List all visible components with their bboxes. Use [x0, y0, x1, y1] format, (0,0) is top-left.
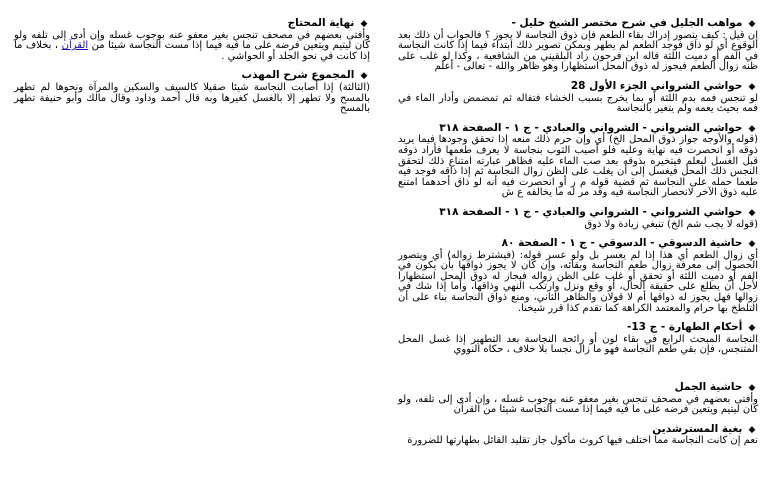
- section-body: وأفتى بعضهم في مصحف تنجس بغير معفو عنه بوجوب غسله ، وإن أدى إلى تلفه، ولو كان ليتيم ويتعين فرضه على ما فيه فيما إذا مست النجاسة شيئا من القرآن: [398, 393, 758, 416]
- quran-link[interactable]: القرآن: [61, 40, 89, 52]
- section-body: لو تنجس فمه بدم اللثة أو بما يخرج بسبب الخشاء فتفاله ثم تمضمض وأدار الماء في فمه بحيث يعمه ولم يتغير بالنجاسة: [398, 92, 758, 115]
- section-body: أي زوال الطعم أي هذا إذا لم يعسر بل ولو عسر قوله: (فيشترط زواله) أي ويتصور الحصول إلى معرفة زوال طعم النجاسة وبقائه، وإن كان لا يجوز ذواقها بأن يكون في الفم أو دميت اللثة أو تحقق أو غلب على الظن زواله فيجاز له ذوق المحل استظهارا لأجل أن يطلع على حقيقة الحال، أو وقع ونزل وارتكب النهي وذاقها، وأما إذا شك في زوالها فهل يجوز له ذواقها أم لا قولان والظاهر الثاني، ومنع ذواق النجاسة بناء على أن التلطخ بها حرام والمعتمد الكراهة كما تقدم كذا قرر شيخنا.: [398, 249, 758, 314]
- section: [398, 322, 758, 356]
- section-heading: ◆ بغية المسترشدين: [398, 424, 758, 436]
- section-heading: ◆ مواهب الجليل في شرح مختصر الشيخ خليل -: [398, 18, 758, 30]
- section-heading: ◆ حاشية الدسوقي - الدسوقي - ج ١ - الصفحة ٨٠: [398, 238, 758, 250]
- section: [398, 123, 758, 199]
- section-heading: ◆ حواشي الشرواني - الشرواني والعبادي - ج ١ - الصفحة ٣١٨: [398, 123, 758, 135]
- section-heading: ◆ المجموع شرح المهذب: [14, 70, 370, 82]
- diamond-bullet-icon: ◆: [748, 323, 756, 334]
- section-body: وأفتى بعضهم في مصحف تنجس بغير معفو عنه بوجوب غسله وإن أدى إلى تلفه ولو كان ليتيم ويتعين فرضه على ما فيه فيما إذا مست النجاسة شيئا من القرآن ، بخلاف ما إذا كانت في نحو الجلد أو الحواشي .: [14, 29, 370, 62]
- right-column: [398, 18, 758, 455]
- diamond-bullet-icon: ◆: [360, 19, 368, 29]
- section-body: (قوله والأوجه جواز ذوق المحل الخ) أي وإن حرم ذلك منعه إذا تحقق وجودها فيما يريد ذوقه أو انحصرت فيه نهاية وعليه فلو أصيب الثوب بنجاسة لا يعرف طعمها فأراد ذوقه قبل الغسل ليعلم فيتخيره بذوقه بعد صب الماء عليه فظاهر عبارته امتناع ذلك لتحقق النجس ذلك المحل فيغسل إلى أن يغلب على الظن زوال النجاسة ثم إذا ذاقه فوجد فيه طعما حمله على النجاسة ثم قضية قوله م ر أو انحصرت فيه أنه لو ذاق أحدهما امتنع عليه ذوق الآخر لانحصار النجاسة فيه وقد مر له ما يخالفه ع ش: [398, 134, 758, 199]
- section-heading: ◆ نهاية المحتاج: [14, 18, 370, 30]
- diamond-bullet-icon: ◆: [748, 239, 756, 250]
- section-body: (قوله لا يجب شم الخ) تنبغي زيادة ولا ذوق: [584, 218, 758, 230]
- section-heading: ◆ حواشي الشرواني الجزء الأول 28: [398, 81, 758, 93]
- section-heading: ◆ أحكام الطهارة - ج 13-: [398, 322, 758, 334]
- section: [398, 424, 758, 447]
- section: [398, 238, 758, 314]
- section-body: (الثالثة) إذا أصابت النجاسة شيئا صقيلا كالسيف والسكين والمرآة ونحوها لم تطهر بالمسح ولا تطهر إلا بالغسل كغيرها وبه قال أحمد وداود وقال مالك وأبو حنيفة تطهر بالمسح: [14, 81, 370, 115]
- spacer: [398, 364, 758, 382]
- section-body: إن قيل : كيف يتصور إدراك بقاء الطعم فإن ذوق النجاسة لا يجوز ؟ فالجواب أن ذلك بعد الوقوع أي لو ذاق فوجد الطعم لم يطهر ويمكن تصوير ذلك ابتداء فيما إذا كانت النجاسة في الفم أو دميت اللثة قاله ابن فرحون زاد البلقيني من الشافعية ، وكذا لو غلب على ظنه زوال الطعم فيجوز له ذوق المحل استظهارا وهو ظاهر والله - تعالى - أعلم: [398, 29, 758, 73]
- section-heading: ◆ حواشي الشرواني - الشرواني والعبادي - ج ١ - الصفحة ٣١٨: [398, 207, 758, 219]
- diamond-bullet-icon: ◆: [360, 71, 368, 82]
- diamond-bullet-icon: ◆: [748, 123, 756, 134]
- diamond-bullet-icon: ◆: [748, 424, 756, 435]
- diamond-bullet-icon: ◆: [748, 207, 756, 218]
- section: [398, 18, 758, 73]
- section-body: نعم إن كانت النجاسة مما اختلف فيها كروث مأكول جاز تقليد القائل بطهارتها للضرورة: [407, 435, 758, 447]
- section: [398, 81, 758, 115]
- section: [14, 18, 370, 62]
- section-heading: ◆ حاشية الجمل: [398, 382, 758, 394]
- diamond-bullet-icon: ◆: [748, 383, 756, 394]
- section: [398, 207, 758, 230]
- diamond-bullet-icon: ◆: [748, 81, 756, 92]
- section: [14, 70, 370, 114]
- left-column: [14, 18, 370, 123]
- section-body: النجاسة المبحث الرابع في بقاء لون أو رائحة النجاسة بعد التطهير إذا غسل المحل المتنجس، فإن بقي طعم النجاسة فهو ما زال نجسا بلا خلاف ، حكاه النووي: [398, 333, 758, 356]
- section: [398, 382, 758, 416]
- diamond-bullet-icon: ◆: [748, 19, 756, 29]
